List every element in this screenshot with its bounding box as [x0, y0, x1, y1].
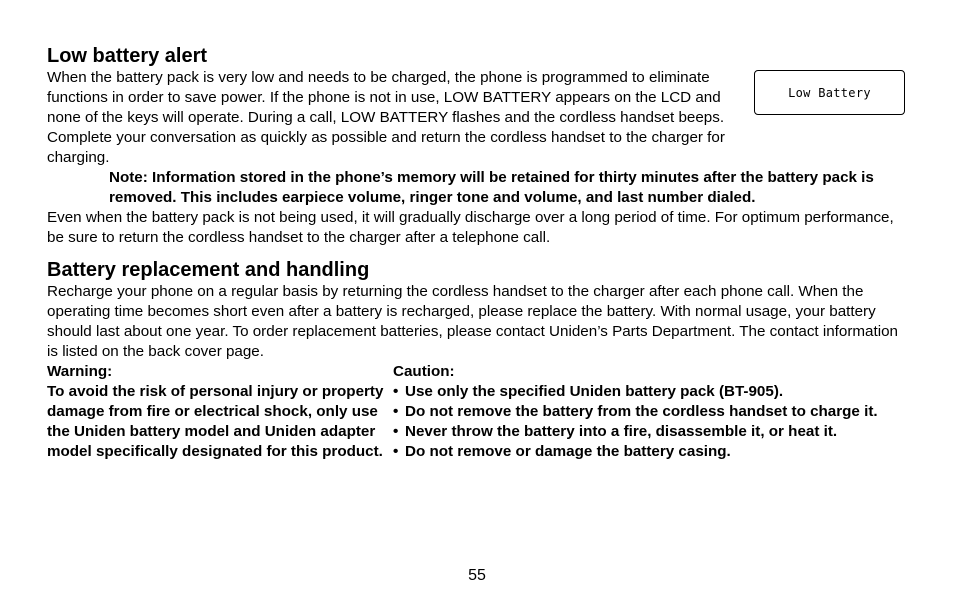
replacement-paragraph: Recharge your phone on a regular basis by returning the cordless handset to the charger after each phone call. When the operating time becomes short even after a battery is recharged, please replace the battery. With normal usage, your battery should last about one year. To order replacement batteries, please contact Uniden’s Parts Department. The contact information is listed on the back cover page. [47, 283, 898, 360]
warning-caution-columns [47, 362, 907, 462]
low-battery-paragraph: When the battery pack is very low and needs to be charged, the phone is programmed to eliminate functions in order to save power. If the phone is not in use, LOW BATTERY appears on the LCD and none of the keys will operate. During a call, LOW BATTERY flashes and the cordless handset beeps. Complete your conversation as quickly as possible and return the cordless handset to the charger for charging. [47, 69, 725, 166]
caution-item: • Do not remove or damage the battery casing. [393, 442, 893, 462]
caution-item: • Use only the specified Uniden battery pack (BT-905). [393, 382, 893, 402]
caution-title: Caution: [393, 363, 455, 380]
lcd-display-illustration [754, 70, 905, 115]
heading-battery-replacement: Battery replacement and handling [47, 259, 370, 281]
discharge-paragraph: Even when the battery pack is not being used, it will gradually discharge over a long period of time. For optimum performance, be sure to return the cordless handset to the charger after a telephone call. [47, 209, 894, 246]
page-number: 55 [468, 567, 486, 584]
caution-item: • Do not remove the battery from the cordless handset to charge it. [393, 402, 893, 422]
memory-note: Note: Information stored in the phone’s memory will be retained for thirty minutes after the battery pack is removed. This includes earpiece volume, ringer tone and volume, and last number dialed. [109, 169, 874, 206]
caution-item: • Never throw the battery into a fire, disassemble it, or heat it. [393, 422, 893, 442]
caution-block [393, 362, 893, 462]
warning-text: To avoid the risk of personal injury or property damage from fire or electrical shock, only use the Uniden battery model and Uniden adapter model specifically designated for this product. [47, 383, 384, 460]
warning-block [47, 362, 393, 462]
caution-list [393, 382, 893, 462]
warning-title: Warning: [47, 363, 113, 380]
heading-low-battery-alert: Low battery alert [47, 45, 208, 67]
lcd-text: Low Battery [788, 85, 871, 100]
